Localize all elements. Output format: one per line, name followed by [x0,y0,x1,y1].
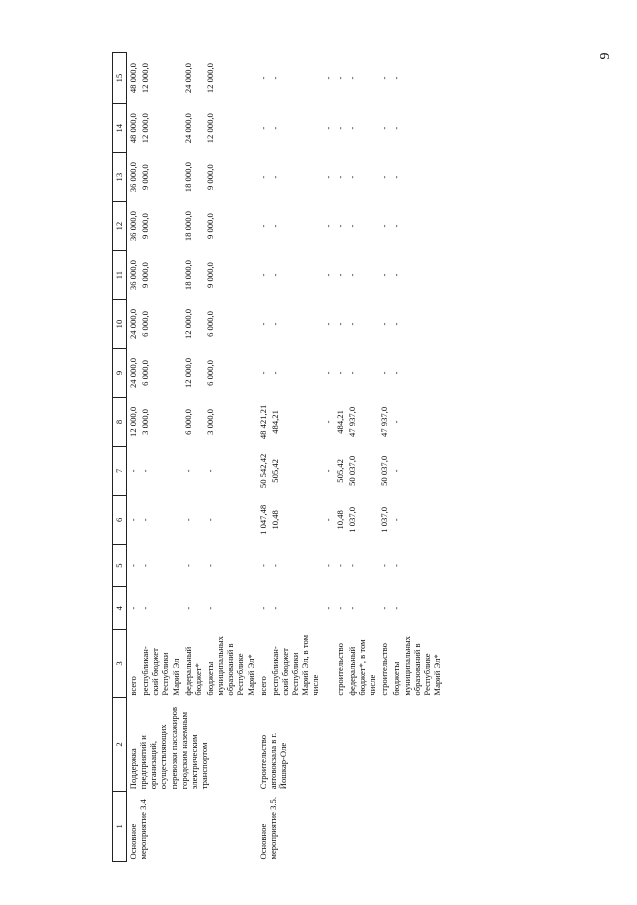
value-cell: - [257,76,268,80]
value-cell: 24 000,0 [182,113,193,144]
funding-source: строительство [334,643,345,696]
value-cell: - [346,322,357,326]
value-cell: 48 421,21 [257,404,268,440]
value-cell: - [334,76,345,80]
value-cell: - [204,469,215,473]
value-cell: - [269,371,280,375]
value-cell: - [379,126,390,130]
value-cell: - [269,224,280,228]
value-cell: 18 000,0 [182,260,193,291]
column-header: 8 [113,397,127,446]
value-cell: - [391,469,402,473]
value-cell: 36 000,0 [128,211,138,242]
value-cell: 6 000,0 [182,409,193,435]
value-cell: - [182,518,193,522]
value-cell: - [346,273,357,277]
value-cell: - [346,371,357,375]
event-code: Основное мероприятие 3.4 [128,799,149,860]
value-cell: - [322,518,333,522]
value-cell: 24 000,0 [182,63,193,94]
value-cell: - [346,564,357,568]
value-cell: - [391,420,402,424]
value-cell: - [322,420,333,424]
value-cell: - [391,371,402,375]
value-cell: - [128,606,138,610]
value-cell: - [140,606,151,610]
column-header: 9 [113,348,127,397]
value-cell: - [269,76,280,80]
value-cell: - [204,564,215,568]
value-cell: - [391,564,402,568]
value-cell: - [346,175,357,179]
value-cell: - [391,273,402,277]
table-body [127,53,444,862]
value-cell: - [182,564,193,568]
value-cell: - [379,224,390,228]
value-cell: - [322,322,333,326]
value-cell: - [257,175,268,179]
value-cell: - [334,371,345,375]
value-cell: 9 000,0 [140,164,151,191]
value-cell: - [322,371,333,375]
value-cell: - [322,224,333,228]
funding-source: бюджеты муниципальных образований в Республике Марий Эл* [204,636,256,696]
value-cell: - [140,518,151,522]
funding-source: всего [257,676,268,696]
value-cell: 10,48 [269,510,280,530]
column-header: 14 [113,104,127,153]
value-cell: - [322,76,333,80]
column-header: 4 [113,587,127,630]
value-cell: 1 037,0 [346,506,357,533]
value-cell: - [128,518,138,522]
value-cell: - [257,371,268,375]
value-cell: 48 000,0 [128,113,138,144]
value-cell: - [140,469,151,473]
value-cell: - [334,224,345,228]
value-cell: - [334,273,345,277]
value-cell: 12 000,0 [140,63,151,94]
event-name: Поддержка предприятий и организаций, осуществляющих перевозки пассажиров городским наземным электрическим транспортом [128,706,209,790]
value-cell: - [334,126,345,130]
value-cell: - [322,175,333,179]
value-cell: - [322,469,333,473]
rotated-table-wrapper [112,52,572,862]
value-cell: - [257,126,268,130]
value-cell: 12 000,0 [128,406,138,437]
value-cell: 24 000,0 [128,308,138,340]
value-cell: 50 037,0 [379,455,390,486]
column-header: 12 [113,202,127,251]
value-cell: 18 000,0 [182,162,193,193]
value-cell: 505,42 [334,459,345,483]
column-header: 10 [113,300,127,349]
table-row [257,53,269,862]
value-cell: - [391,126,402,130]
value-cell: - [334,606,345,610]
value-cell: - [322,606,333,610]
value-cell: - [334,322,345,326]
value-cell: 48 000,0 [128,63,138,94]
value-cell: 9 000,0 [140,262,151,288]
value-cell: 9 000,0 [204,164,215,191]
value-cell: - [346,224,357,228]
page-number: 9 [598,52,613,60]
value-cell: 47 937,0 [379,406,390,437]
value-cell: 6 000,0 [204,311,215,337]
value-cell: 12 000,0 [204,63,215,94]
table-row [127,53,140,862]
value-cell: 36 000,0 [128,260,138,291]
value-cell: - [257,322,268,326]
column-header: 13 [113,153,127,202]
value-cell: 9 000,0 [140,213,151,239]
value-cell: - [269,273,280,277]
funding-source [322,629,334,697]
event-code: Основное мероприятие 3.5. [257,796,278,860]
value-cell: - [346,76,357,80]
value-cell: 36 000,0 [128,162,138,193]
value-cell: - [269,564,280,568]
funding-source: федеральный бюджет* [182,646,203,696]
value-cell: - [379,273,390,277]
value-cell: 47 937,0 [346,406,357,437]
funding-source: всего [128,676,138,696]
value-cell: - [269,322,280,326]
value-cell: 505,42 [269,459,280,483]
column-header: 15 [113,53,127,104]
value-cell: 1 047,48 [257,504,268,535]
column-header: 7 [113,446,127,495]
value-cell: - [346,126,357,130]
value-cell: - [257,606,268,610]
value-cell: 24 000,0 [128,357,138,388]
value-cell: 484,21 [334,410,345,434]
value-cell: - [128,564,138,568]
column-header: 6 [113,495,127,544]
value-cell: 18 000,0 [182,211,193,242]
value-cell: - [379,564,390,568]
funding-source: республикан-ский бюджет Республики Марий Эл [140,646,181,696]
event-name: Строительство автовокзала в г. Йошкар-Оле [257,732,288,790]
value-cell: - [379,175,390,179]
value-cell: - [391,175,402,179]
value-cell: - [322,126,333,130]
value-cell: 12 000,0 [140,113,151,144]
value-cell: - [379,371,390,375]
value-cell: 6 000,0 [140,360,151,386]
funding-source: бюджеты муниципальных образований в Республике Марий Эл* [391,636,442,696]
value-cell: - [269,126,280,130]
value-cell: 484,21 [269,410,280,434]
value-cell: - [204,606,215,610]
column-header: 11 [113,251,127,300]
value-cell: 3 000,0 [140,409,151,435]
value-cell: - [391,322,402,326]
budget-table [112,52,443,862]
value-cell: - [182,469,193,473]
value-cell: 12 000,0 [182,308,193,340]
value-cell: - [257,564,268,568]
funding-source: строительство [379,643,390,696]
value-cell: - [269,175,280,179]
funding-source: федеральный бюджет*, в том числе [346,639,378,696]
value-cell: - [334,564,345,568]
value-cell: - [269,606,280,610]
value-cell: 9 000,0 [204,213,215,239]
column-header: 5 [113,544,127,587]
value-cell: - [257,224,268,228]
value-cell: 10,48 [334,510,345,530]
value-cell: 1 037,0 [379,506,390,533]
value-cell: 6 000,0 [204,360,215,386]
value-cell: - [128,469,138,473]
funding-source: республикан-ский бюджет Республики Марий Эл, в том числе [269,634,321,696]
value-cell: - [334,175,345,179]
column-header: 3 [113,629,127,697]
value-cell: 12 000,0 [182,357,193,388]
value-cell: - [391,224,402,228]
value-cell: 3 000,0 [204,409,215,435]
value-cell: 9 000,0 [204,262,215,288]
value-cell: - [379,76,390,80]
column-header: 2 [113,698,127,792]
value-cell: - [322,564,333,568]
value-cell: - [391,606,402,610]
value-cell: - [204,518,215,522]
value-cell: - [182,606,193,610]
value-cell: - [140,564,151,568]
value-cell: - [379,606,390,610]
value-cell: - [346,606,357,610]
value-cell: - [391,518,402,522]
value-cell: 50 037,0 [346,455,357,486]
value-cell: - [257,273,268,277]
value-cell: - [379,322,390,326]
value-cell: - [322,273,333,277]
value-cell: - [391,76,402,80]
value-cell: 50 542,42 [257,453,268,489]
value-cell: 12 000,0 [204,113,215,144]
value-cell: 6 000,0 [140,311,151,337]
column-number-row [113,53,127,862]
column-header: 1 [113,791,127,861]
